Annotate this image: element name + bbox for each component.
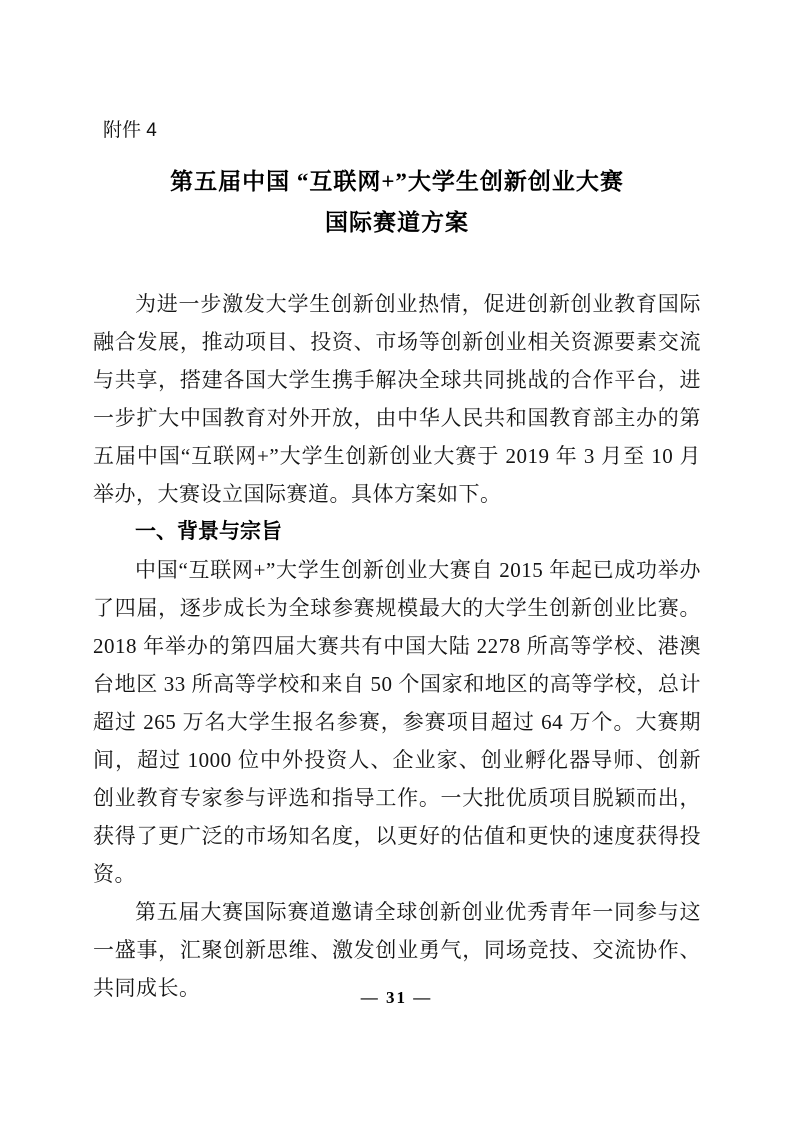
document-body [93, 285, 701, 1007]
paragraph-history: 中国“互联网+”大学生创新创业大赛自 2015 年起已成功举办了四届，逐步成长为全球参赛规模最大的大学生创新创业比赛。2018 年举办的第四届大赛共有中国大陆 2278 所高等学校、港澳台地区 33 所高等学校和来自 50 个国家和地区的高等学校，总计超过 265 万名大学生报名参赛，参赛项目超过 64 万个。大赛期间，超过 1000 位中外投资人、企业家、创业孵化器导师、创新创业教育专家参与评选和指导工作。一大批优质项目脱颖而出，获得了更广泛的市场知名度，以更好的估值和更快的速度获得投资。 [93, 558, 701, 886]
document-title-line1: 第五届中国 “互联网+”大学生创新创业大赛 [170, 169, 624, 194]
paragraph-intro: 为进一步激发大学生创新创业热情，促进创新创业教育国际融合发展，推动项目、投资、市场等创新创业相关资源要素交流与共享，搭建各国大学生携手解决全球共同挑战的合作平台，进一步扩大中国教育对外开放，由中华人民共和国教育部主办的第五届中国“互联网+”大学生创新创业大赛于 2019 年 3 月至 10 月举办，大赛设立国际赛道。具体方案如下。 [93, 292, 701, 506]
document-title-line2: 国际赛道方案 [325, 210, 469, 235]
document-title [93, 161, 701, 243]
section-heading-background: 一、背景与宗旨 [135, 520, 282, 543]
attachment-label: 附件 4 [103, 120, 157, 141]
page-number: — 31 — [360, 988, 433, 1007]
paragraph-invitation: 第五届大赛国际赛道邀请全球创新创业优秀青年一同参与这一盛事，汇聚创新思维、激发创业勇气，同场竞技、交流协作、共同成长。 [93, 900, 701, 1000]
